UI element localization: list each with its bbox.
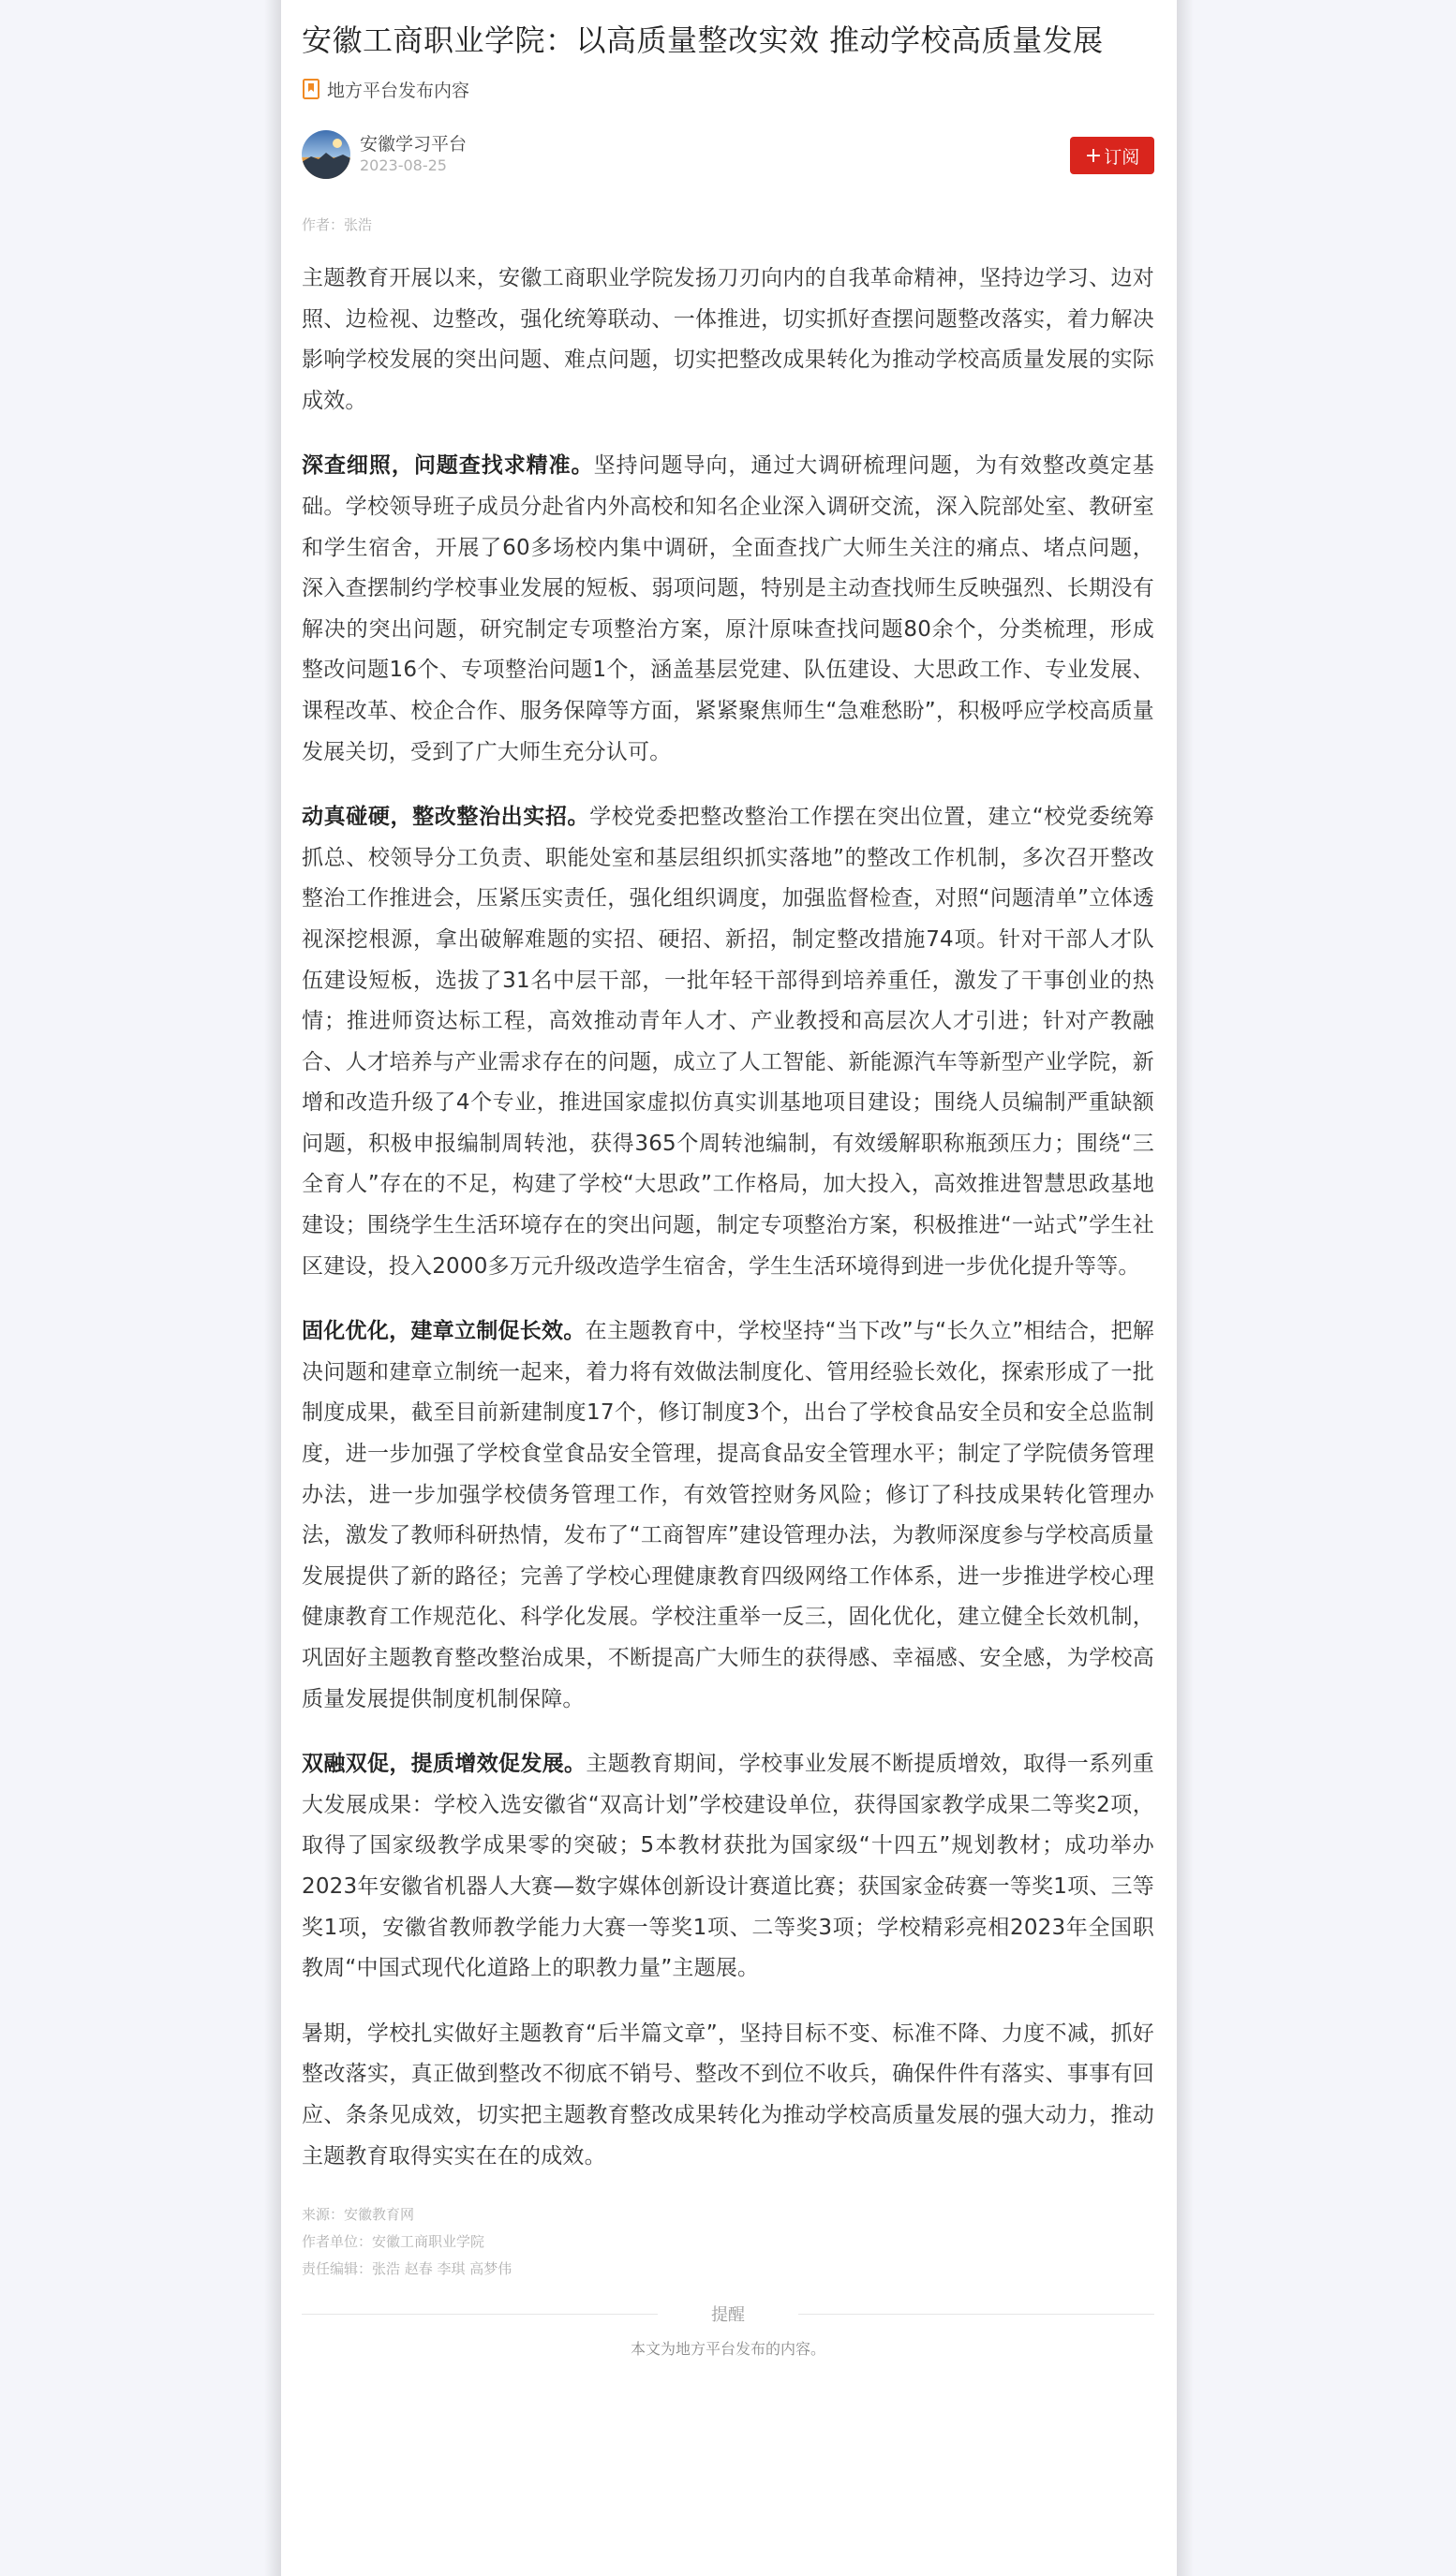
paragraph-lead: 动真碰硬，整改整治出实招。 (302, 805, 590, 830)
publish-date: 2023-08-25 (360, 156, 447, 174)
paragraph-text: 主题教育开展以来，安徽工商职业学院发扬刀刃向内的自我革命精神，坚持边学习、边对照、边检视、边整改，强化统筹联动、一体推进，切实抓好查摆问题整改落实，着力解决影响学校发展的突出问题、难点问题，切实把整改成果转化为推动学校高质量发展的实际成效。 (302, 266, 1154, 413)
author-row (302, 129, 1154, 180)
footer-unit: 作者单位：安徽工商职业学院 (302, 2233, 485, 2251)
article-body (302, 259, 1154, 2177)
byline: 作者：张浩 (302, 216, 373, 233)
paragraph-text: 暑期，学校扎实做好主题教育“后半篇文章”，坚持目标不变、标准不降、力度不减，抓好整改落实，真正做到整改不彻底不销号、整改不到位不收兵，确保件件有落实、事事有回应、条条见成效，切实把主题教育整改成果转化为推动学校高质量发展的强大动力，推动主题教育取得实实在在的成效。 (302, 2021, 1154, 2169)
paragraph-text: 坚持问题导向，通过大调研梳理问题，为有效整改奠定基础。学校领导班子成员分赴省内外高校和知名企业深入调研交流，深入院部处室、教研室和学生宿舍，开展了60多场校内集中调研，全面查找广大师生关注的痛点、堵点问题，深入查摆制约学校事业发展的短板、弱项问题，特别是主动查找师生反映强烈、长期没有解决的突出问题，研究制定专项整治方案，原汁原味查找问题80余个，分类梳理，形成整改问题16个、专项整治问题1个，涵盖基层党建、队伍建设、大思政工作、专业发展、课程改革、校企合作、服务保障等方面，紧紧聚焦师生“急难愁盼”，积极呼应学校高质量发展关切，受到了广大师生充分认可。 (302, 453, 1154, 764)
page-shadow-right (1177, 0, 1194, 2576)
footer-source: 来源：安徽教育网 (302, 2206, 415, 2224)
paragraph-text: 在主题教育中，学校坚持“当下改”与“长久立”相结合，把解决问题和建章立制统一起来，着力将有效做法制度化、管用经验长效化，探索形成了一批制度成果，截至目前新建制度17个，修订制度3个，出台了学校食品安全员和安全总监制度，进一步加强了学校食堂食品安全管理，提高食品安全管理水平；制定了学院债务管理办法，进一步加强学校债务管理工作，有效管控财务风险；修订了科技成果转化管理办法，激发了教师科研热情，发布了“工商智库”建设管理办法，为教师深度参与学校高质量发展提供了新的路径；完善了学校心理健康教育四级网络工作体系，进一步推进学校心理健康教育工作规范化、科学化发展。学校注重举一反三，固化优化，建立健全长效机制，巩固好主题教育整改整治成果，不断提高广大师生的获得感、幸福感、安全感，为学校高质量发展提供制度机制保障。 (302, 1319, 1154, 1711)
footer-editors: 责任编辑：张浩 赵春 李琪 高梦伟 (302, 2260, 513, 2278)
divider-line (798, 2314, 1154, 2315)
article-title: 安徽工商职业学院：以高质量整改实效 推动学校高质量发展 (302, 22, 1104, 58)
divider-line (302, 2314, 658, 2315)
paragraph-lead: 固化优化，建章立制促长效。 (302, 1319, 586, 1344)
paragraph (302, 1744, 1154, 1990)
article-footer-meta (302, 2201, 1154, 2283)
paragraph (302, 797, 1154, 1287)
reminder-text: 本文为地方平台发布的内容。 (630, 2340, 825, 2359)
reminder-divider (302, 2300, 1154, 2328)
publisher-name[interactable]: 安徽学习平台 (360, 134, 468, 155)
article-container (281, 0, 1177, 2576)
source-tag (302, 75, 1154, 103)
paragraph-text: 主题教育期间，学校事业发展不断提质增效，取得一系列重大发展成果：学校入选安徽省“双高计划”学校建设单位，获得国家教学成果二等奖2项，取得了国家级教学成果零的突破；5本教材获批为国家级“十四五”规划教材；成功举办2023年安徽省机器人大赛—数字媒体创新设计赛道比赛；获国家金砖赛一等奖1项、三等奖1项，安徽省教师教学能力大赛一等奖1项、二等奖3项；学校精彩亮相2023年全国职教周“中国式现代化道路上的职教力量”主题展。 (302, 1752, 1154, 1981)
publisher-meta (360, 133, 467, 176)
paragraph-text: 学校党委把整改整治工作摆在突出位置，建立“校党委统筹抓总、校领导分工负责、职能处室和基层组织抓实落地”的整改工作机制，多次召开整改整治工作推进会，压紧压实责任，强化组织调度，加强监督检查，对照“问题清单”立体透视深挖根源，拿出破解难题的实招、硬招、新招，制定整改措施74项。针对干部人才队伍建设短板，选拔了31名中层干部，一批年轻干部得到培养重任，激发了干事创业的热情；推进师资达标工程，高效推动青年人才、产业教授和高层次人才引进；针对产教融合、人才培养与产业需求存在的问题，成立了人工智能、新能源汽车等新型产业学院，新增和改造升级了4个专业，推进国家虚拟仿真实训基地项目建设；围绕人员编制严重缺额问题，积极申报编制周转池，获得365个周转池编制，有效缓解职称瓶颈压力；围绕“三全育人”存在的不足，构建了学校“大思政”工作格局，加大投入，高效推进智慧思政基地建设；围绕学生生活环境存在的突出问题，制定专项整治方案，积极推进“一站式”学生社区建设，投入2000多万元升级改造学生宿舍，学生生活环境得到进一步优化提升等等。 (302, 805, 1154, 1279)
source-tag-label: 地方平台发布内容 (327, 80, 470, 101)
page-shadow-left (264, 0, 281, 2576)
paragraph-lead: 双融双促，提质增效促发展。 (302, 1752, 587, 1777)
paragraph (302, 259, 1154, 422)
paragraph (302, 1311, 1154, 1720)
bookmark-icon (302, 79, 320, 99)
publisher-avatar[interactable] (302, 130, 350, 179)
reminder-title: 提醒 (702, 2302, 754, 2326)
subscribe-label: 订阅 (1104, 146, 1140, 168)
plus-icon: + (1084, 143, 1103, 168)
paragraph (302, 2014, 1154, 2177)
paragraph-lead: 深查细照，问题查找求精准。 (302, 453, 594, 479)
subscribe-button[interactable] (1070, 137, 1154, 174)
paragraph (302, 446, 1154, 773)
